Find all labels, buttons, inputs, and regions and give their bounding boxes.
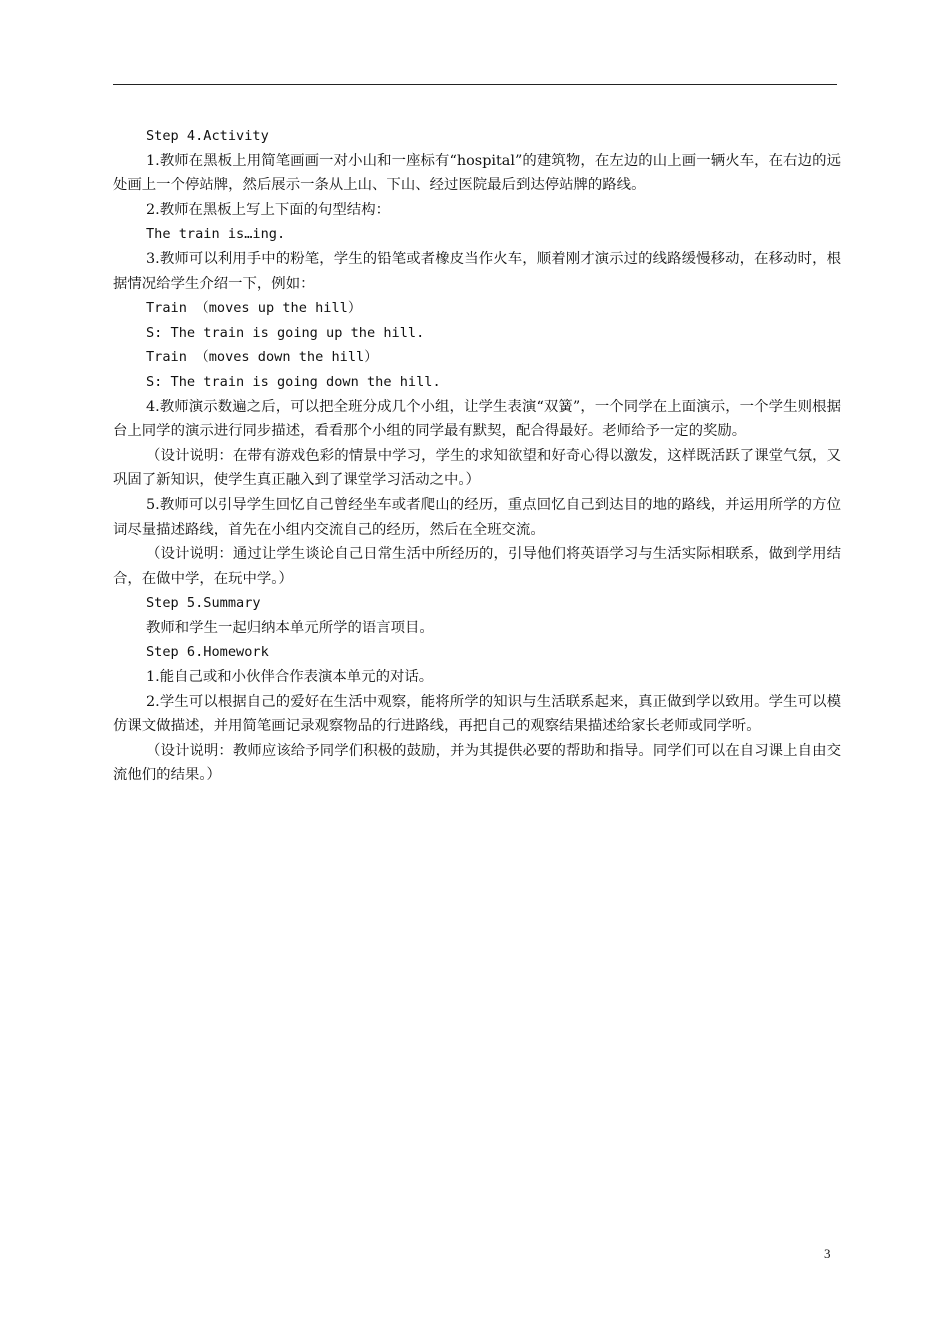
paragraph: （设计说明：在带有游戏色彩的情景中学习，学生的求知欲望和好奇心得以激发，这样既活跃了课堂气氛，又巩固了新知识，使学生真正融入到了课堂学习活动之中。） [113,447,841,489]
paragraph: Train （moves up the hill） [146,300,362,317]
paragraph: 1.能自己或和小伙伴合作表演本单元的对话。 [146,669,434,686]
paragraph: Step 6.Homework [146,644,269,661]
paragraph: Step 5.Summary [146,595,261,612]
paragraph: Step 4.Activity [146,128,269,144]
paragraph: 2.学生可以根据自己的爱好在生活中观察，能将所学的知识与生活联系起来，真正做到学以致用。学生可以模仿课文做描述，并用简笔画记录观察物品的行进路线，再把自己的观察结果描述给家长老师或同学听。 [113,693,841,735]
page-number: 3 [824,1246,831,1261]
paragraph: S: The train is going down the hill. [146,373,441,390]
paragraph: （设计说明：通过让学生谈论自己日常生活中所经历的，引导他们将英语学习与生活实际相联系，做到学用结合，在做中学，在玩中学。） [113,546,841,587]
paragraph: Train （moves down the hill） [146,349,378,366]
paragraph: （设计说明：教师应该给予同学们积极的鼓励，并为其提供必要的帮助和指导。同学们可以在自习课上自由交流他们的结果。） [113,742,841,784]
paragraph: 5.教师可以引导学生回忆自己曾经坐车或者爬山的经历，重点回忆自己到达目的地的路线，并运用所学的方位词尽量描述路线，首先在小组内交流自己的经历，然后在全班交流。 [113,496,841,538]
paragraph: 3.教师可以利用手中的粉笔，学生的铅笔或者橡皮当作火车，顺着刚才演示过的线路缓慢移动，在移动时，根据情况给学生介绍一下，例如： [113,250,841,292]
paragraph: S: The train is going up the hill. [146,324,425,341]
paragraph: 4.教师演示数遍之后，可以把全班分成几个小组，让学生表演“双簧”，一个同学在上面演示，一个学生则根据台上同学的演示进行同步描述，看看那个小组的同学最有默契，配合得最好。老师给予一定的奖励。 [113,398,841,440]
paragraph: The train is…ing. [146,226,286,243]
paragraph: 教师和学生一起归纳本单元所学的语言项目。 [146,619,434,636]
paragraph: 1.教师在黑板上用简笔画画一对小山和一座标有“hospital”的建筑物，在左边的山上画一辆火车，在右边的远处画上一个停站牌，然后展示一条从上山、下山、经过医院最后到达停站牌的路线。 [113,152,841,194]
paragraph: 2.教师在黑板上写上下面的句型结构： [146,201,390,218]
document-body [113,124,841,788]
header-rule [113,84,837,85]
